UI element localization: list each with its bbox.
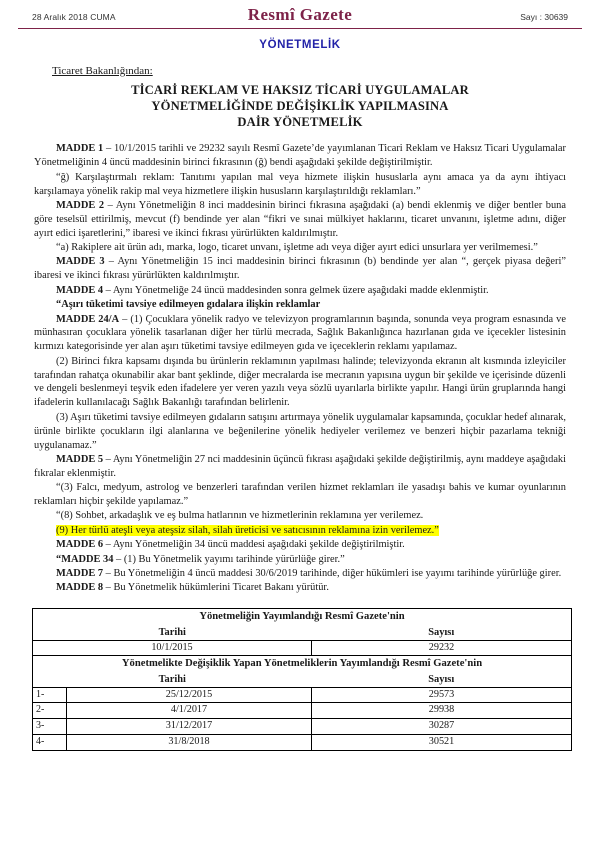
article-5-quote-9-highlighted (34, 524, 566, 538)
article-4-paragraph (34, 284, 566, 298)
table-cell-index: 3- (33, 719, 67, 735)
table-row (33, 609, 572, 625)
article-7-label: MADDE 7 (56, 568, 104, 580)
table-cell-index: 1- (33, 687, 67, 703)
article-7-paragraph (34, 567, 566, 581)
table-column-header-number: Sayısı (312, 625, 572, 641)
article-5-quote-3: “(3) Falcı, medyum, astrolog ve benzerleri tarafından verilen hizmet reklamları ile yasadışı bahis ve kumar oyunlarının reklamları hiçbir şekilde yapılamaz.” (34, 482, 566, 508)
table-cell-date: 10/1/2015 (33, 640, 312, 656)
table-section-1-header: Yönetmeliğin Yayımlandığı Resmî Gazete'nin (33, 609, 572, 625)
document-title-line-1: TİCARİ REKLAM VE HAKSIZ TİCARİ UYGULAMALAR (131, 83, 469, 97)
article-6-text: – Aynı Yönetmeliğin 34 üncü maddesi aşağıdaki şekilde değiştirilmiştir. (103, 539, 405, 551)
table-cell-date: 31/8/2018 (67, 734, 312, 750)
masthead (18, 0, 582, 29)
article-5-text: – Aynı Yönetmeliğin 27 nci maddesinin üçüncü fıkrası aşağıdaki şekilde değiştirilmiş, aynı maddeye aşağıdaki fıkralar eklenmiştir. (34, 453, 567, 479)
table-row (33, 625, 572, 641)
table-row (33, 672, 572, 688)
table-cell-number: 30521 (312, 734, 572, 750)
masthead-title: Resmî Gazete (247, 5, 353, 24)
article-1-label: MADDE 1 (56, 143, 104, 155)
table-row (33, 719, 572, 735)
article-8-label: MADDE 8 (56, 582, 104, 594)
article-3-label: MADDE 3 (56, 256, 105, 268)
article-2-text: – Aynı Yönetmeliğin 8 inci maddesinin birinci fıkrasına aşağıdaki (a) bendi eklenmiş ve diğer bentler buna göre teselsül ettirilmiş, mevcut (f) bendinde yer alan “fikri ve sınai mülkiyet haklarını, ticaret unvanını, işletme adını, diğer ayırt edici işaretlerini,” ibaresi ve ikinci fıkrası yürürlükten kaldırılmıştır. (34, 199, 566, 239)
article-5-paragraph (34, 453, 566, 481)
article-34-quote (34, 553, 566, 567)
article-1-quote: “ğ) Karşılaştırmalı reklam: Tanıtımı yapılan mal veya hizmete ilişkin hususlarla aynı amaca ya da aynı ihtiyacı karşılamaya yönelik rakip mal veya hizmetlere ilişkin hususların karşılaştırıldığı reklamları.” (34, 171, 566, 197)
document-title-line-2: YÖNETMELİĞİNDE DEĞİŞİKLİK YAPILMASINA (151, 99, 449, 114)
article-24a-paragraph-1 (34, 313, 566, 355)
highlighted-clause-9: (9) Her türlü ateşli veya ateşsiz silah, silah üreticisi ve satıcısının reklamına izin verilemez.” (56, 524, 439, 536)
article-4-inserted-heading: “Aşırı tüketimi tavsiye edilmeyen gıdalara ilişkin reklamlar (56, 299, 321, 311)
article-24a-text-1: – (1) Çocuklara yönelik radyo ve televizyon programlarının başında, sonunda veya program esnasında ve münhasıran çocuklara yönelik tasarlanan diğer her türlü mecrada, Sağlık Bakanlığınca hazırlanan gıda ve içecekler listesinin kırmızı kategorisinde yer alan aşırı tüketimi tavsiye edilmeyen gıda ve içeceklerin reklamı yapılamaz. (34, 313, 566, 353)
article-34-text: – (1) Bu Yönetmelik yayımı tarihinde yürürlüğe girer.” (113, 553, 345, 565)
table-row (33, 687, 572, 703)
article-4-text: – Aynı Yönetmeliğe 24 üncü maddesinden sonra gelmek üzere aşağıdaki madde eklenmiştir. (103, 284, 489, 296)
article-3-text: – Aynı Yönetmeliğin 15 inci maddesinin birinci fıkrasının (b) bendinde yer alan “, gerçek piyasa değeri” ibaresi ve ikinci fıkrası yürürlükten kaldırılmıştır. (34, 256, 566, 282)
article-1-paragraph (34, 142, 566, 170)
document-title (18, 82, 582, 130)
table-row (33, 656, 572, 672)
table-row (33, 640, 572, 656)
article-3-paragraph (34, 255, 566, 283)
table-column-header-date: Tarihi (33, 625, 312, 641)
article-1-text: – 10/1/2015 tarihli ve 29232 sayılı Resmî Gazete’de yayımlanan Ticari Reklam ve Haksız Ticari Uygulamalar Yönetmeliğinin 4 üncü maddesinin birinci fıkrasının (ğ) bendi aşağıdaki şekilde değiştirilmiştir. (34, 143, 566, 169)
table-column-header-date-2: Tarihi (33, 672, 312, 688)
issuing-authority (52, 65, 582, 77)
article-24a-label: MADDE 24/A (56, 313, 120, 325)
article-24a-paragraph-3: (3) Aşırı tüketimi tavsiye edilmeyen gıdaların satışını artırmaya yönelik uygulamalar kapsamında, çocuklar hedef alınarak, ürünle birlikte çocukların ilgi alanlarına ve beğenilerine yönelik hediyeler verilemez ve benzeri hiçbir pazarlama tekniği uygulanamaz.” (34, 411, 566, 451)
article-2-paragraph (34, 199, 566, 241)
article-5-quote-8: “(8) Sohbet, arkadaşlık ve eş bulma hatlarının ve hizmetlerinin reklamına yer verilemez. (56, 510, 424, 522)
issuing-authority-label: Ticaret Bakanlığından: (52, 65, 153, 77)
masthead-date: 28 Aralık 2018 CUMA (32, 12, 116, 22)
article-8-text: – Bu Yönetmelik hükümlerini Ticaret Bakanı yürütür. (103, 582, 329, 594)
document-kind-heading: YÖNETMELİK (259, 39, 341, 51)
table-cell-number: 29573 (312, 687, 572, 703)
table-column-header-number-2: Sayısı (312, 672, 572, 688)
table-section-2-header: Yönetmelikte Değişiklik Yapan Yönetmeliklerin Yayımlandığı Resmî Gazete'nin (33, 656, 572, 672)
article-4-label: MADDE 4 (56, 284, 104, 296)
table-row (33, 734, 572, 750)
article-7-text: – Bu Yönetmeliğin 4 üncü maddesi 30/6/2019 tarihinde, diğer hükümleri ise yayımı tarihinde yürürlüğe girer. (103, 568, 562, 580)
table-cell-date: 31/12/2017 (67, 719, 312, 735)
article-8-paragraph (34, 581, 566, 595)
table-cell-date: 25/12/2015 (67, 687, 312, 703)
table-row (33, 703, 572, 719)
article-6-paragraph (34, 538, 566, 552)
article-24a-paragraph-2: (2) Birinci fıkra kapsamı dışında bu ürünlerin reklamının yapılması halinde; televizyonda ekranın alt kısmında izleyiciler tarafından rahatça okunabilir akar bant şeklinde, diğer mecralarda ise mecranın yapısına uygun bir şekilde ve içerisinde düzenli ve dengeli beslenmeyi teşvik eden ifadelere yer veren yazılı veya sözlü uyarılarla birlikte yapılır. Hangi ürün gruplarında hangi ifadelerin kullanılacağı Sağlık Bakanlığı tarafından belirlenir. (34, 355, 566, 409)
table-cell-number: 29232 (312, 640, 572, 656)
article-34-label: “MADDE 34 (56, 553, 114, 565)
table-cell-index: 4- (33, 734, 67, 750)
table-cell-number: 29938 (312, 703, 572, 719)
table-cell-date: 4/1/2017 (67, 703, 312, 719)
article-5-label: MADDE 5 (56, 453, 104, 465)
article-2-quote: “a) Rakiplere ait ürün adı, marka, logo, ticaret unvanı, işletme adı veya diğer ayırt edici unsurlara yer verilmemesi.” (56, 242, 538, 254)
article-6-label: MADDE 6 (56, 539, 104, 551)
masthead-issue-number: Sayı : 30639 (520, 12, 568, 22)
document-body (18, 142, 582, 595)
article-2-label: MADDE 2 (56, 199, 105, 211)
document-title-line-3: DAİR YÖNETMELİK (237, 115, 363, 130)
table-cell-index: 2- (33, 703, 67, 719)
table-cell-number: 30287 (312, 719, 572, 735)
publication-history-table (32, 608, 572, 750)
